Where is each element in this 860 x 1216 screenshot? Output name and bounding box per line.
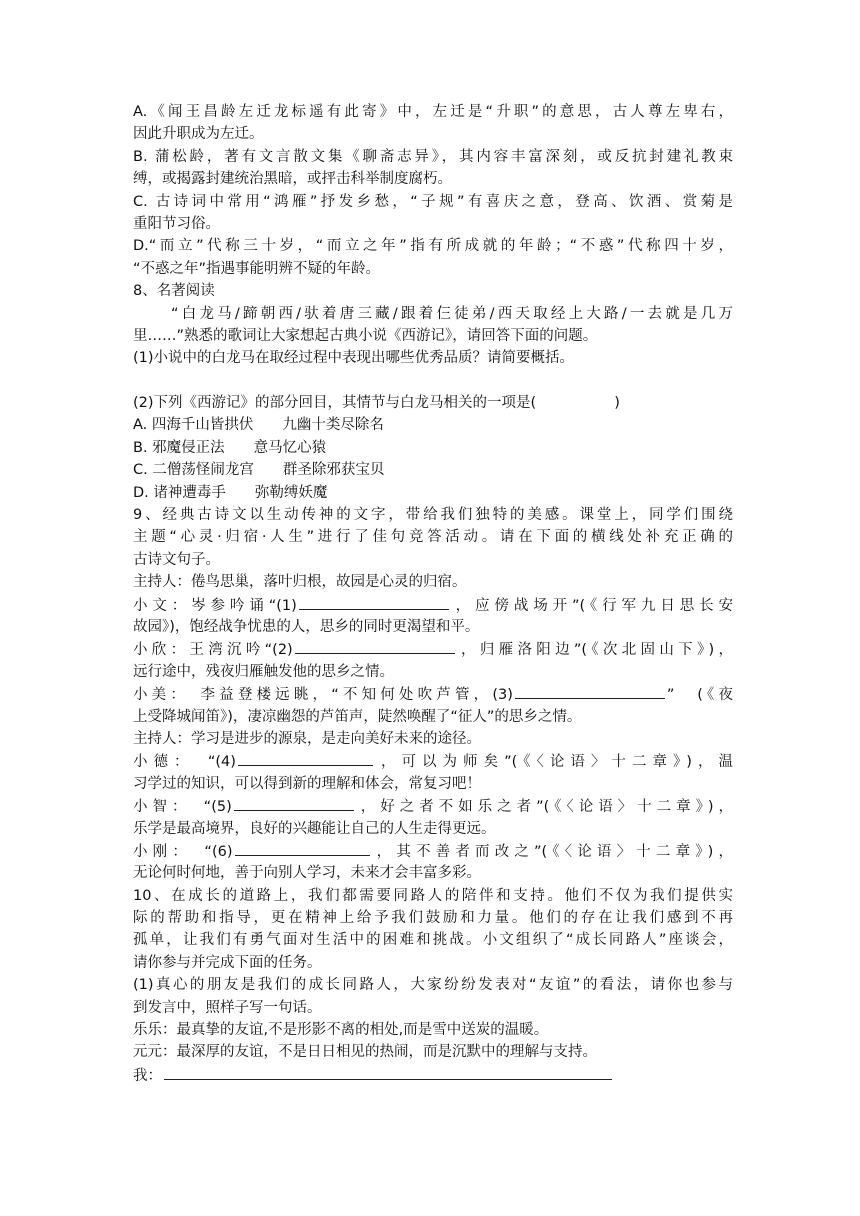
q9-xiaowen-post: ，应傍战场开”(《行军九日思长安 (450, 597, 733, 614)
q9-xiaoxin-pre: 小欣：王湾沉吟“(2) (133, 642, 293, 659)
q9-title-line1: 9、经典古诗文以生动传神的文字，带给我们独特的美感。课堂上，同学们围绕 (133, 507, 733, 524)
q7-option-a-line1: A.《闻王昌龄左迁龙标遥有此寄》中，左迁是“升职”的意思，古人尊左卑右， (133, 104, 733, 120)
q9-host-study: 主持人：学习是进步的源泉，是走向美好未来的途径。 (133, 730, 481, 747)
q8-sub2-close: ) (614, 395, 620, 412)
q8-intro-line1: “白龙马/蹄朝西/驮着唐三藏/跟着仨徒弟/西天取经上大路/一去就是几万 (171, 305, 733, 322)
q9-xiaomei-post: ” (《夜 (666, 687, 733, 704)
q9-xiaozhi-post: ，好之者不如乐之者”(《〈论语〉十二章》)， (355, 799, 733, 816)
q9-xiaomei-line1 (133, 683, 733, 705)
q9-blank-1[interactable] (299, 594, 449, 610)
q9-blank-5[interactable] (234, 795, 354, 811)
q9-xiaoxin-line2: 远行途中，残夜归雁触发他的思乡之情。 (133, 663, 394, 680)
q10-my-answer-blank[interactable] (164, 1064, 612, 1080)
q9-blank-6[interactable] (235, 840, 370, 856)
q8-sub2-text: (2)下列《西游记》的部分回目，其情节与白龙马相关的一项是( (133, 395, 537, 412)
q9-xiaogang-line1 (133, 840, 733, 862)
q7-option-c-line1: C. 古诗词中常用“鸿雁”抒发乡愁，“子规”有喜庆之意，登高、饮酒、赏菊是 (133, 193, 733, 210)
q9-xiaode-post: ，可以为师矣”(《〈论语〉十二章》)，温 (374, 754, 733, 771)
q7-option-b-line1: B. 蒲松龄，著有文言散文集《聊斋志异》，其内容丰富深刻，或反抗封建礼教束 (133, 148, 733, 165)
q9-xiaomei-pre: 小美： 李益登楼远眺，“不知何处吹芦管，(3) (133, 687, 513, 704)
q10-title-line2: 际的帮助和指导，更在精神上给予我们鼓励和力量。他们的存在让我们感到不再 (133, 910, 733, 927)
q8-sub2 (133, 392, 733, 414)
q10-example-lele: 乐乐：最真挚的友谊,不是形影不离的相处,而是雪中送炭的温暖。 (133, 1022, 549, 1039)
q10-my-answer-line (133, 1064, 733, 1086)
q10-sub1-line2: 到发言中，照样子写一句话。 (133, 999, 322, 1016)
q9-xiaode-pre: 小德： “(4) (133, 754, 236, 771)
q9-title-line2: 主题“心灵·归宿·人生”进行了佳句竞答活动。请在下面的横线处补充正确的 (133, 529, 733, 546)
q9-blank-2[interactable] (295, 638, 455, 654)
q7-option-b-line2: 缚，或揭露封建统治黑暗，或抨击科举制度腐朽。 (133, 171, 452, 188)
q10-title-line4: 请你参与并完成下面的任务。 (133, 954, 322, 971)
q8-title: 8、名著阅读 (133, 283, 215, 300)
page-content (133, 101, 733, 1086)
q10-sub1-line1: (1)真心的朋友是我们的成长同路人，大家纷纷发表对“友谊”的看法，请你也参与 (133, 977, 733, 994)
q9-blank-4[interactable] (238, 750, 373, 766)
q8-option-d: D. 诸神遭毒手 弥勒缚妖魔 (133, 484, 328, 501)
q7-option-c-line2: 重阳节习俗。 (133, 215, 220, 232)
q9-host-intro: 主持人：倦鸟思巢，落叶归根，故园是心灵的归宿。 (133, 574, 467, 591)
q9-xiaoxin-line1 (133, 638, 733, 660)
q7-option-a-line2: 因此升职成为左迁。 (133, 126, 264, 143)
q9-xiaowen-line1 (133, 594, 733, 616)
q9-xiaozhi-line1 (133, 795, 733, 817)
q9-title-line3: 古诗文句子。 (133, 551, 220, 568)
q10-title-line3: 孤单，让我们有勇气面对生活中的困难和挑战。小文组织了“成长同路人”座谈会， (133, 932, 733, 949)
q9-xiaowen-line2: 故园》)，饱经战争忧患的人，思乡的同时更渴望和平。 (133, 618, 480, 635)
q8-option-c: C. 二僧荡怪闹龙宫 群圣除邪获宝贝 (133, 462, 385, 479)
q9-xiaozhi-pre: 小智： “(5) (133, 799, 232, 816)
q10-title-line1: 10、在成长的道路上，我们都需要同路人的陪伴和支持。他们不仅为我们提供实 (133, 887, 733, 904)
q9-xiaode-line2: 习学过的知识，可以得到新的理解和体会，常复习吧！ (133, 775, 481, 792)
q9-xiaoxin-post: ，归雁洛阳边”(《次北固山下》)， (456, 642, 733, 659)
q10-my-label: 我： (133, 1067, 162, 1084)
q8-option-a: A. 四海千山皆拱伏 九幽十类尽除名 (133, 417, 384, 434)
q8-sub1: (1)小说中的白龙马在取经过程中表现出哪些优秀品质？请简要概括。 (133, 350, 575, 367)
q9-xiaozhi-line2: 乐学是最高境界，良好的兴趣能让自己的人生走得更远。 (133, 820, 496, 837)
q9-xiaomei-line2: 上受降城闻笛》)，凄凉幽怨的芦笛声，陡然唤醒了“征人”的思乡之情。 (133, 708, 582, 725)
q8-answer-space[interactable] (133, 370, 733, 392)
q9-blank-3[interactable] (515, 683, 665, 699)
q7-option-d-line1: D.“而立”代称三十岁，“而立之年”指有所成就的年龄；“不惑”代称四十岁， (133, 238, 733, 255)
q9-xiaowen-pre: 小文：岑参吟诵“(1) (133, 597, 297, 614)
q8-intro-line2: 里……”熟悉的歌词让大家想起古典小说《西游记》，请回答下面的问题。 (133, 327, 598, 344)
q9-xiaode-line1 (133, 750, 733, 772)
q10-example-yuanyuan: 元元：最深厚的友谊，不是日日相见的热闹，而是沉默中的理解与支持。 (133, 1044, 597, 1061)
q8-option-b: B. 邪魔侵正法 意马忆心猿 (133, 439, 327, 456)
q7-option-d-line2: “不惑之年”指遇事能明辨不疑的年龄。 (133, 260, 381, 277)
q9-xiaogang-line2: 无论何时何地，善于向别人学习，未来才会丰富多彩。 (133, 865, 481, 882)
q9-xiaogang-pre: 小刚： “(6) (133, 843, 233, 860)
q9-xiaogang-post: ，其不善者而改之”(《〈论语〉十二章》)， (371, 843, 733, 860)
